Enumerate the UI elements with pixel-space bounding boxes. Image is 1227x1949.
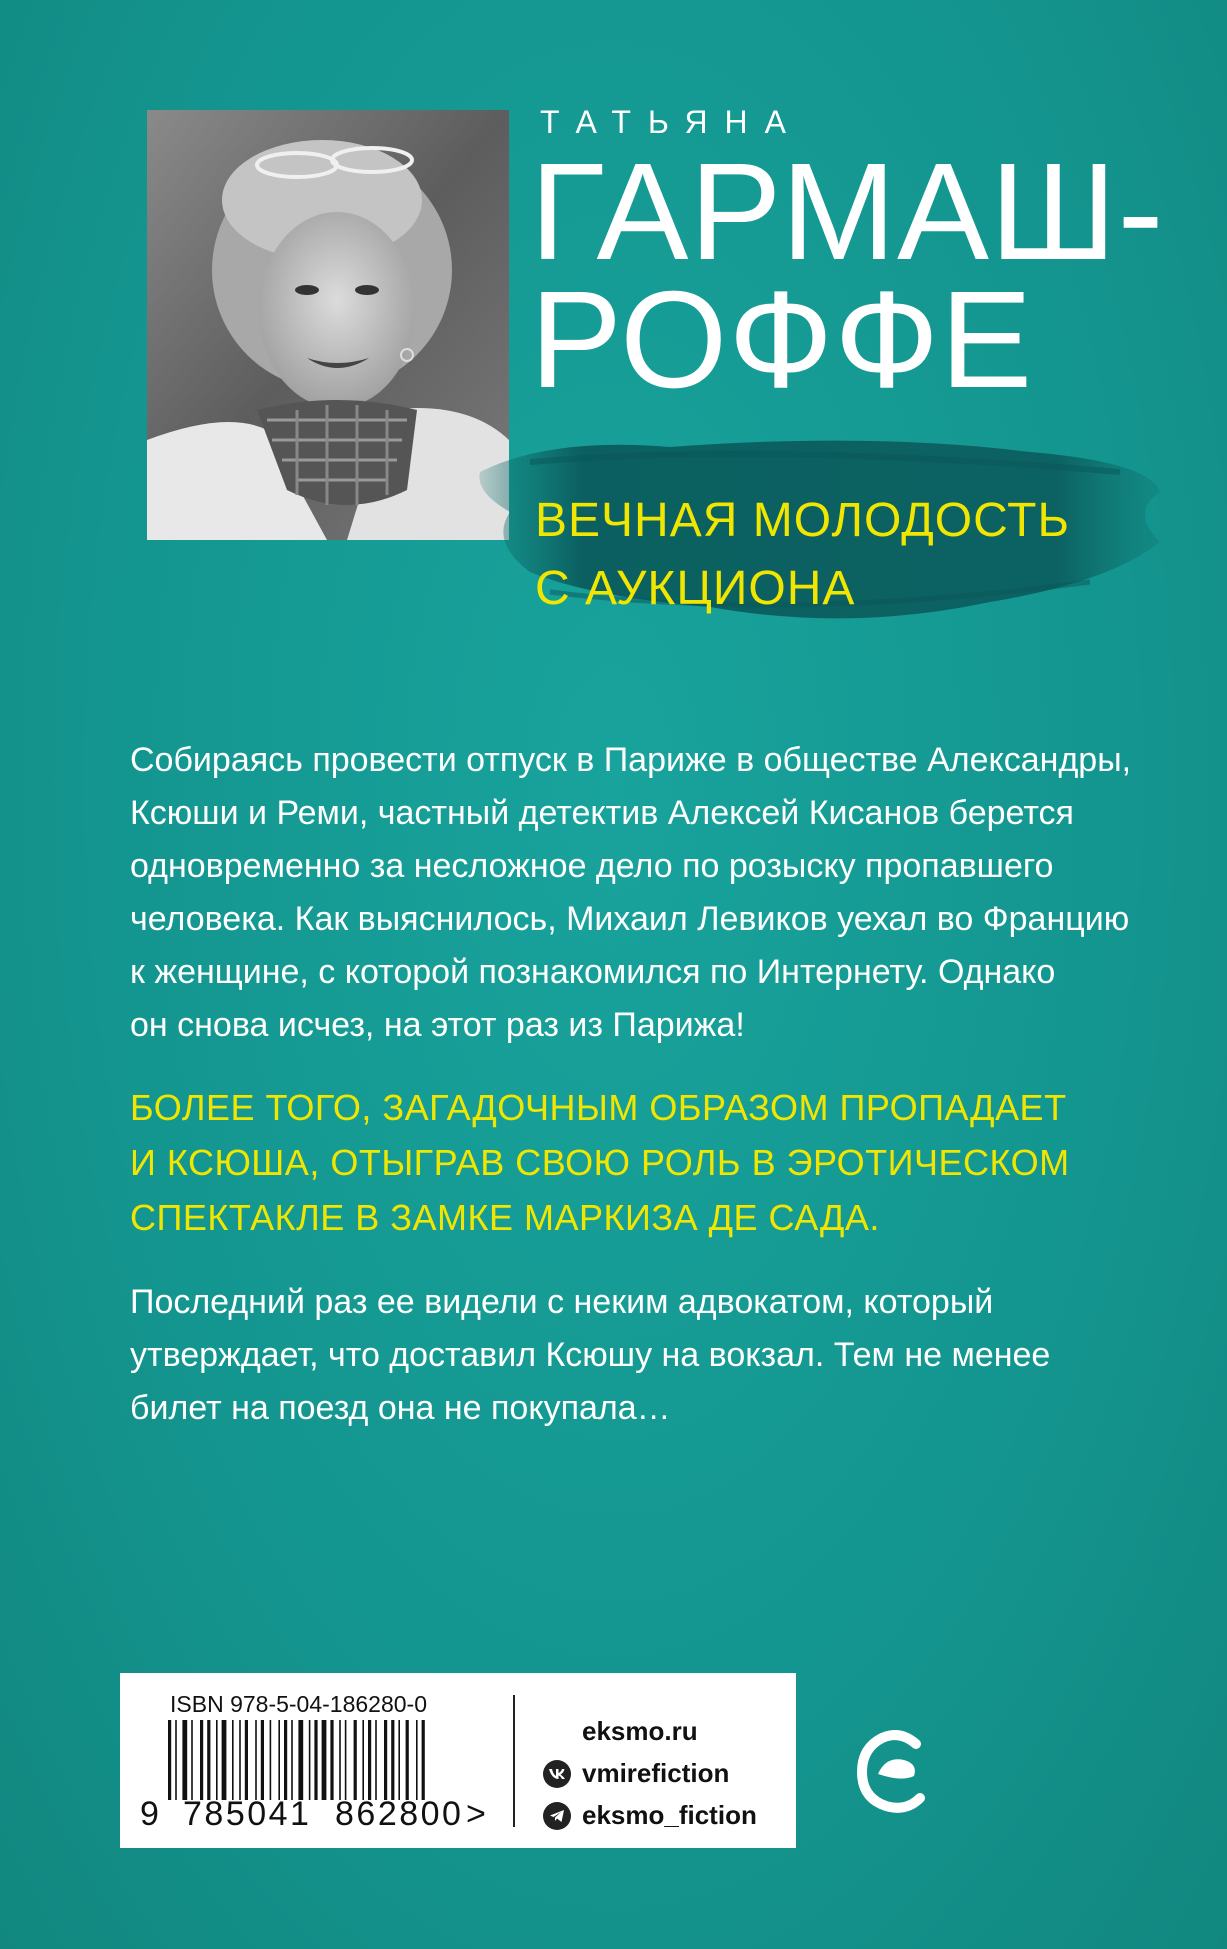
- barcode-bar: [270, 1720, 272, 1800]
- barcode-bar: [191, 1720, 193, 1800]
- annotation-line: билет на поезд она не покупала…: [130, 1389, 671, 1427]
- barcode-bar: [422, 1720, 425, 1800]
- telegram-link-label: eksmo_fiction: [582, 1800, 757, 1830]
- barcode-digits-group2: 862800: [335, 1795, 464, 1833]
- highlight-line: БОЛЕЕ ТОГО, ЗАГАДОЧНЫМ ОБРАЗОМ ПРОПАДАЕТ: [130, 1087, 1067, 1128]
- barcode-bar: [384, 1720, 387, 1800]
- author-last-name: [530, 135, 1165, 417]
- barcode-bar: [354, 1720, 357, 1800]
- barcode-bar: [200, 1720, 203, 1800]
- barcode-bar: [309, 1720, 311, 1800]
- vk-link-label: vmirefiction: [582, 1758, 730, 1788]
- barcode-bar: [416, 1720, 418, 1800]
- barcode-bar: [375, 1720, 377, 1800]
- barcode-bar: [368, 1720, 371, 1800]
- annotation-paragraph-2: [130, 1276, 1050, 1435]
- annotation-line: утверждает, что доставил Ксюшу на вокзал. Тем не менее: [130, 1336, 1051, 1374]
- barcode-bar: [391, 1720, 394, 1800]
- barcode-bar: [339, 1720, 341, 1800]
- author-first-name: ТАТЬЯНА: [540, 104, 803, 140]
- barcode-bar: [322, 1720, 327, 1800]
- annotation-line: к женщине, с которой познакомился по Интернету. Однако: [130, 953, 1056, 991]
- barcode-bar: [314, 1720, 317, 1800]
- highlight-paragraph: [130, 1080, 1070, 1245]
- barcode-bar: [330, 1720, 333, 1800]
- barcode-bar: [406, 1720, 409, 1800]
- isbn-label: ISBN 978-5-04-186280-0: [170, 1691, 427, 1717]
- barcode-bar: [222, 1720, 227, 1800]
- barcode-bar: [175, 1720, 177, 1800]
- annotation-line: одновременно за несложное дело по розыску пропавшего: [130, 847, 1054, 885]
- vk-icon: [543, 1760, 571, 1788]
- book-title: [535, 487, 1070, 623]
- barcode-bar: [255, 1720, 257, 1800]
- barcode-bar: [261, 1720, 264, 1800]
- barcode-bar: [284, 1720, 287, 1800]
- eksmo-logo-icon: [856, 1726, 928, 1816]
- author-last-name-line2: РОФФЕ: [530, 263, 1034, 417]
- book-title-line1: ВЕЧНАЯ МОЛОДОСТЬ: [535, 494, 1070, 547]
- barcode-bar: [298, 1720, 303, 1800]
- highlight-line: СПЕКТАКЛЕ В ЗАМКЕ МАРКИЗА ДЕ САДА.: [130, 1197, 880, 1238]
- barcode-bar: [398, 1720, 400, 1800]
- barcode-bar: [207, 1720, 210, 1800]
- annotation-paragraph: [130, 734, 1132, 1052]
- site-link[interactable]: eksmo.ru: [582, 1716, 698, 1746]
- barcode-bar: [232, 1720, 234, 1800]
- book-title-line2: С АУКЦИОНА: [535, 562, 856, 615]
- barcode-bar: [168, 1720, 171, 1800]
- barcode-bar: [182, 1720, 187, 1800]
- barcode-bar: [291, 1720, 293, 1800]
- telegram-link[interactable]: [543, 1800, 757, 1831]
- annotation-line: человека. Как выяснилось, Михаил Левиков уехал во Францию: [130, 900, 1130, 938]
- barcode-digits-group1: 785041: [183, 1795, 312, 1833]
- barcode-bar: [245, 1720, 248, 1800]
- highlight-line: И КСЮША, ОТЫГРАВ СВОЮ РОЛЬ В ЭРОТИЧЕСКОМ: [130, 1142, 1070, 1183]
- vk-link[interactable]: [543, 1758, 729, 1789]
- barcode-bar: [239, 1720, 241, 1800]
- barcode-bar: [362, 1720, 364, 1800]
- telegram-icon: [543, 1802, 571, 1830]
- barcode: [168, 1720, 484, 1800]
- barcode-bar: [345, 1720, 347, 1800]
- divider: [513, 1695, 515, 1827]
- author-photo: [147, 110, 509, 540]
- barcode-bar: [278, 1720, 280, 1800]
- annotation-line: Собираясь провести отпуск в Париже в обществе Александры,: [130, 741, 1132, 779]
- author-last-name-line1: ГАРМАШ-: [530, 135, 1165, 289]
- barcode-end-mark: >: [466, 1795, 486, 1833]
- annotation-line: Ксюши и Реми, частный детектив Алексей Кисанов берется: [130, 794, 1074, 832]
- barcode-bar: [216, 1720, 218, 1800]
- annotation-line: он снова исчез, на этот раз из Парижа!: [130, 1006, 745, 1044]
- barcode-digit-first: 9: [140, 1795, 159, 1833]
- annotation-line: Последний раз ее видели с неким адвокатом, который: [130, 1283, 994, 1321]
